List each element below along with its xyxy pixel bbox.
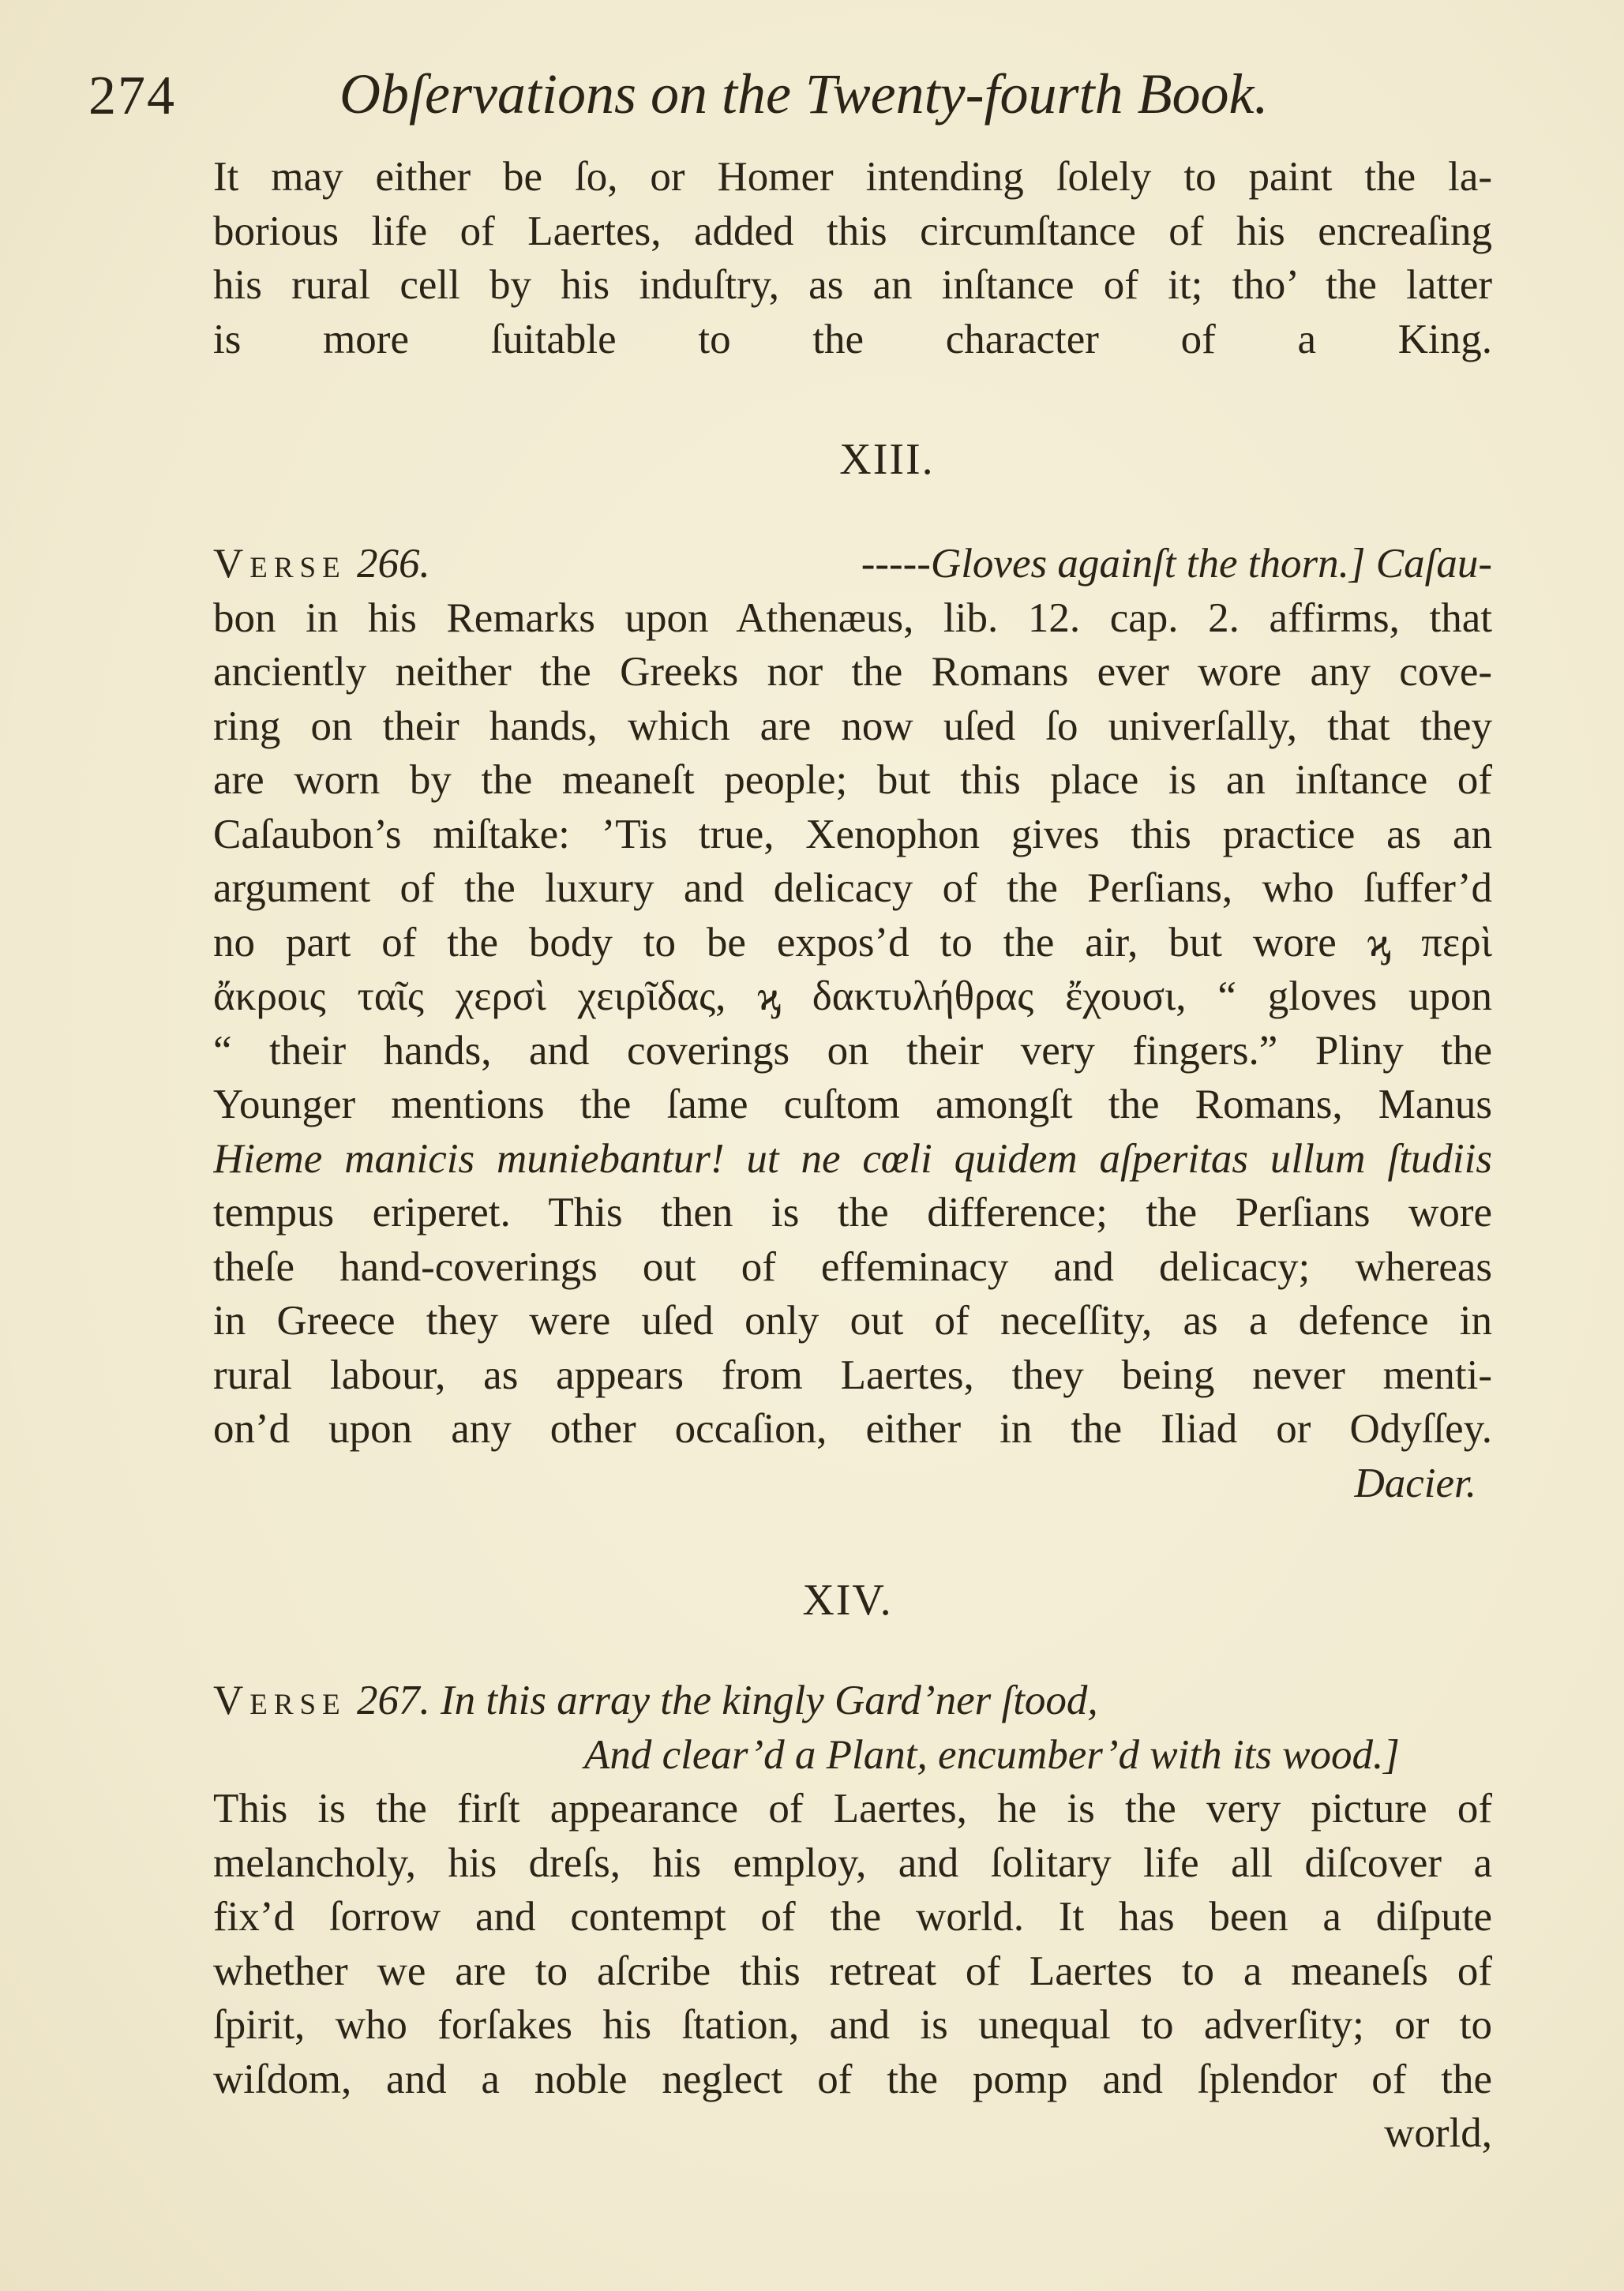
verse-number: 267. (356, 1678, 430, 1723)
latin-quote-line: Hieme manicis muniebantur! ut ne cœli quidem aſperitas ullum ſtudiis (213, 1135, 1492, 1182)
verse-lemma (861, 537, 1492, 591)
running-title: Obſervations on the Twenty-fourth Book. (339, 62, 1269, 126)
text-line: This is the firſt appearance of Laertes, he is the very picture of (213, 1786, 1492, 1832)
text-line: borious life of Laertes, added this circumſtance of his encreaſing (213, 208, 1492, 254)
text-line: on’d upon any other occaſion, either in the Iliad or Odyſſey. (213, 1406, 1492, 1452)
greek-text-line: ἄκροις ταῖς χερσὶ χειρῖδας, ϗ δακτυλήθρας ἔχουσι, “ gloves upon (213, 973, 1492, 1019)
catchword: world, (1384, 2110, 1492, 2156)
lemma-text: -----Gloves againſt the thorn.] (861, 541, 1366, 587)
text-line: fix’d ſorrow and contempt of the world. It has been a diſpute (213, 1894, 1492, 1940)
text-line: his rural cell by his induſtry, as an inſtance of it; tho’ the latter (213, 262, 1492, 308)
text-line: Caſaubon’s miſtake: ’Tis true, Xenophon gives this practice as an (213, 811, 1492, 857)
text-line: rural labour, as appears from Laertes, they being never menti- (213, 1352, 1492, 1398)
paragraph-intro (213, 150, 1492, 366)
text-line: no part of the body to be expos’d to the air, but wore ϗ περὶ (213, 919, 1492, 966)
text-line: whether we are to aſcribe this retreat of Laertes to a meaneſs of (213, 1948, 1492, 1994)
text-line: Younger mentions the ſame cuſtom amongſt the Romans, Manus (213, 1082, 1492, 1127)
text-line: argument of the luxury and delicacy of the Perſians, who ſuffer’d (213, 865, 1492, 911)
signature: Dacier. (1354, 1460, 1476, 1506)
text-line: anciently neither the Greeks nor the Romans ever wore any cove- (213, 649, 1492, 695)
text-line: is more ſuitable to the character of a King. (213, 316, 1492, 362)
running-head (88, 54, 1367, 133)
section-number-xiv: XIV. (802, 1576, 893, 1625)
text-line: “ their hands, and coverings on their very fingers.” Pliny the (213, 1027, 1492, 1074)
verse-heading-line (213, 1674, 1492, 1728)
text-line: theſe hand-coverings out of effeminacy and delicacy; whereas (213, 1243, 1492, 1290)
text-line: wiſdom, and a noble neglect of the pomp and ſplendor of the (213, 2056, 1492, 2102)
section-number-xiii: XIII. (839, 435, 935, 484)
verse-heading-line (213, 537, 1492, 591)
page-number: 274 (88, 66, 176, 126)
verse-reference (213, 537, 430, 591)
paragraph-verse-267 (213, 1674, 1492, 2161)
text-line: in Greece they were uſed only out of neceſſity, as a defence in (213, 1298, 1492, 1344)
text-line: tempus eriperet. This then is the difference; the Perſians wore (213, 1190, 1492, 1235)
text-line: Caſau- (1375, 541, 1492, 587)
text-line: ſpirit, who forſakes his ſtation, and is unequal to adverſity; or to (213, 2002, 1492, 2048)
lemma-text: And clear’d a Plant, encumber’d with its wood.] (584, 1731, 1400, 1778)
lemma-text: In this array the kingly Gard’ner ſtood, (440, 1678, 1098, 1723)
text-line: It may either be ſo, or Homer intending ſolely to paint the la- (213, 154, 1492, 200)
text-line: bon in his Remarks upon Athenæus, lib. 12. cap. 2. affirms, that (213, 594, 1492, 641)
text-line: ring on their hands, which are now uſed ſo univerſally, that they (213, 703, 1492, 749)
verse-label: Verse (213, 1678, 347, 1723)
paragraph-verse-266 (213, 537, 1492, 1510)
verse-number: 266. (356, 541, 430, 587)
text-line: melancholy, his dreſs, his employ, and ſolitary life all diſcover a (213, 1839, 1492, 1886)
verse-label: Verse (213, 541, 347, 587)
text-line: are worn by the meaneſt people; but this place is an inſtance of (213, 757, 1492, 803)
